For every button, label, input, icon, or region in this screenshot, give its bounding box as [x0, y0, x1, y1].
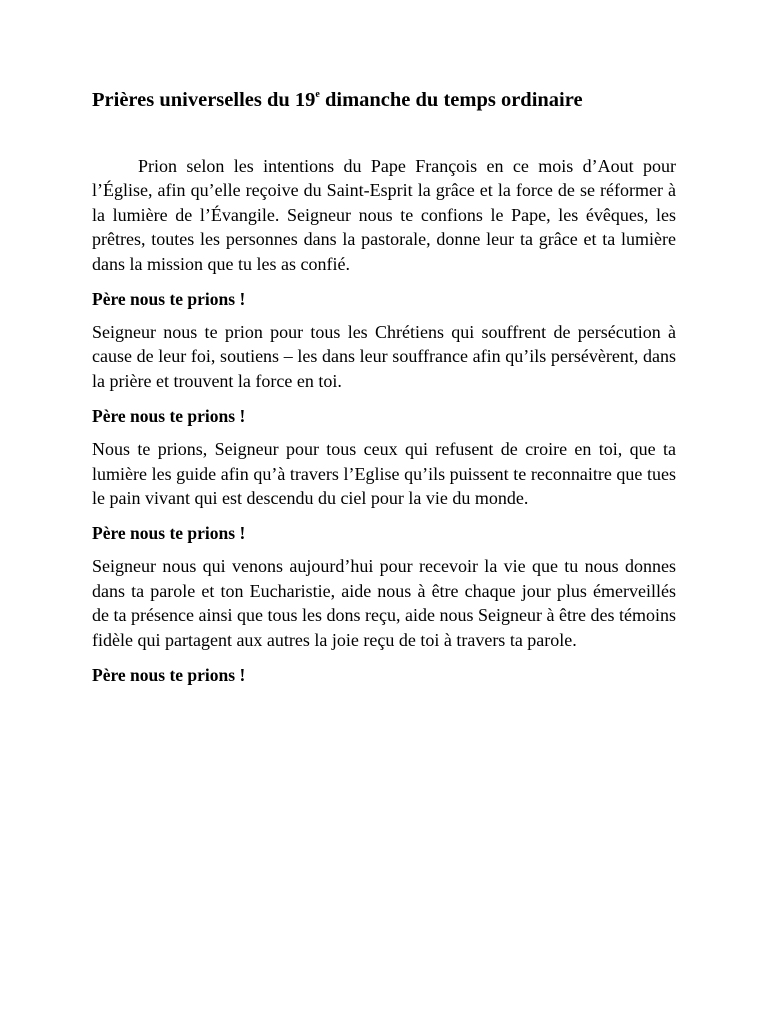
title-superscript: e	[315, 89, 320, 100]
document-content	[92, 86, 676, 696]
title-suffix: dimanche du temps ordinaire	[319, 89, 583, 111]
title-prefix: Prières universelles du 19	[92, 89, 316, 111]
intention-paragraph-4: Seigneur nous qui venons aujourd’hui pour recevoir la vie que tu nous donnes dans ta parole et ton Eucharistie, aide nous à être chaque jour plus émerveillés de ta présence ainsi que tous les dons reçu, aide nous Seigneur à être des témoins fidèle qui partagent aux autres la joie reçu de toi à travers ta parole.	[92, 556, 676, 650]
response-line-3: Père nous te prions !	[92, 523, 246, 544]
intention-paragraph-3: Nous te prions, Seigneur pour tous ceux qui refusent de croire en toi, que ta lumière les guide afin qu’à travers l’Eglise qu’ils puissent te reconnaitre que tues le pain vivant qui est descendu du ciel pour la vie du monde.	[92, 439, 676, 509]
document-title	[92, 86, 676, 114]
intention-paragraph-2: Seigneur nous te prion pour tous les Chrétiens qui souffrent de persécution à cause de leur foi, soutiens – les dans leur souffrance afin qu’ils persévèrent, dans la prière et trouvent la force en toi.	[92, 322, 676, 391]
response-line-4: Père nous te prions !	[92, 665, 246, 686]
intention-paragraph-1: Prion selon les intentions du Pape François en ce mois d’Aout pour l’Église, afin qu’elle reçoive du Saint-Esprit la grâce et la force de se réformer à la lumière de l’Évangile. Seigneur nous te confions le Pape, les évêques, les prêtres, toutes les personnes dans la pastorale, donne leur ta grâce et ta lumière dans la mission que tu les as confié.	[92, 156, 676, 274]
response-line-2: Père nous te prions !	[92, 406, 246, 427]
response-line-1: Père nous te prions !	[92, 289, 246, 310]
